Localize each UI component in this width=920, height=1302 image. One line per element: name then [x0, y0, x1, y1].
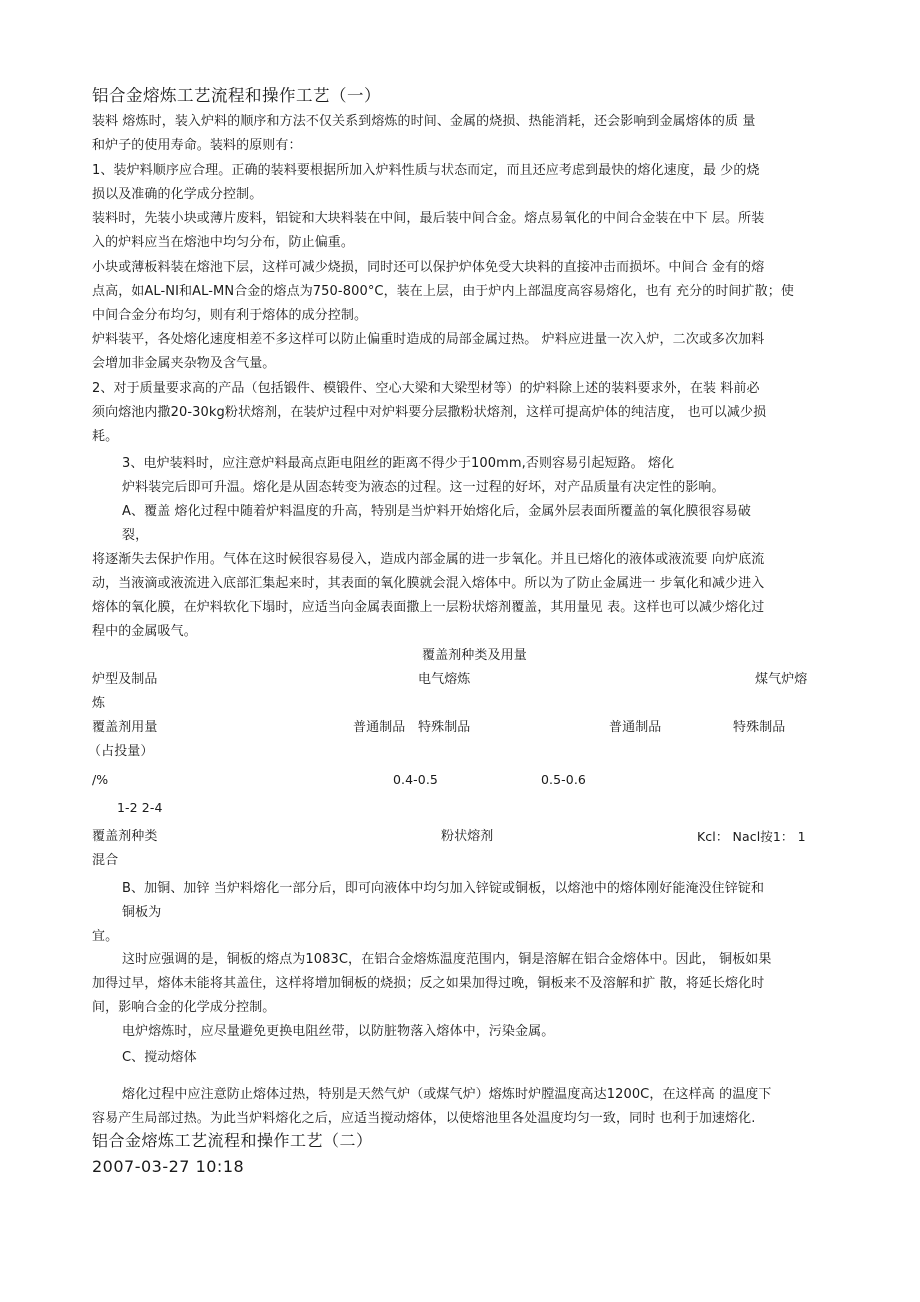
- itemA-line-1: A、覆盖 熔化过程中随着炉料温度的升高，特别是当炉料开始熔化后，金属外层表面所覆盖的氧化膜很容易破: [122, 504, 751, 519]
- oxid-line-4: 程中的金属吸气。: [92, 624, 197, 639]
- flat-line-1: 炉料装平，各处熔化速度相差不多这样可以防止偏重时造成的局部金属过热。 炉料应进量一次入炉，二次或多次加料: [92, 332, 765, 347]
- itemB-line-3: 宜。: [92, 929, 119, 944]
- melt-intro-line: 炉料装完后即可升温。熔化是从固态转变为液态的过程。这一过程的好坏，对产品质量有决定性的影响。: [122, 480, 725, 495]
- oxid-line-1: 将逐渐失去保护作用。气体在这时候很容易侵入，造成内部金属的进一步氧化。并且已熔化的液体或液流要 向炉底流: [92, 552, 765, 567]
- copper-line-3: 间，影响合金的化学成分控制。: [92, 1000, 276, 1015]
- table-col-normal-1: 普通制品: [353, 720, 406, 735]
- small-line-3: 中间合金分布均匀，则有利于熔体的成分控制。: [92, 308, 368, 323]
- load-line-1: 装料时，先装小块或薄片废料，铝锭和大块料装在中间，最后装中间合金。熔点易氧化的中间合金装在中下 层。所装: [92, 211, 765, 226]
- table-header-dose-2: （占投量）: [88, 744, 154, 759]
- item3-line: 3、电炉装料时，应注意炉料最高点距电阻丝的距离不得少于100mm,否则容易引起短路。 熔化: [122, 456, 675, 471]
- table-kind-powder: 粉状熔剂: [441, 829, 494, 844]
- item2-line-3: 耗。: [92, 429, 119, 444]
- itemC-line: C、搅动熔体: [122, 1050, 197, 1065]
- table-header-gas: 煤气炉熔: [755, 672, 808, 687]
- small-line-1: 小块或薄板料装在熔池下层，这样可减少烧损，同时还可以保护炉体免受大块料的直接冲击而损坏。中间合 金有的熔: [92, 260, 765, 275]
- stir-line-1: 熔化过程中应注意防止熔体过热，特别是天然气炉（或煤气炉）熔炼时炉膛温度高达1200C，在这样高 的温度下: [122, 1087, 772, 1102]
- table-kind-kcl: Kcl： Nacl按1： 1: [697, 829, 806, 844]
- intro-line-1: 装料 熔炼时，装入炉料的顺序和方法不仅关系到熔炼的时间、金属的烧损、热能消耗，还会影响到金属熔体的质 量: [92, 114, 756, 129]
- table-value-2: 0.5-0.6: [541, 772, 586, 787]
- doc-title-1: 铝合金熔炼工艺流程和操作工艺（一）: [92, 86, 381, 105]
- table-value-1: 0.4-0.5: [393, 772, 438, 787]
- itemB-line-1: B、加铜、加锌 当炉料熔化一部分后，即可向液体中均匀加入锌锭或铜板，以熔池中的熔体刚好能淹没住锌锭和: [122, 881, 765, 896]
- table-kind-mix: 混合: [92, 853, 119, 868]
- oxid-line-2: 动，当液滴或液流进入底部汇集起来时，其表面的氧化膜就会混入熔体中。所以为了防止金属进一 步氧化和减少进入: [92, 576, 765, 591]
- copper-line-1: 这时应强调的是，铜板的熔点为1083C，在铝合金熔炼温度范围内，铜是溶解在铝合金熔体中。因此， 铜板如果: [122, 952, 772, 967]
- flat-line-2: 会增加非金属夹杂物及含气量。: [92, 356, 276, 371]
- table-header-kind: 覆盖剂种类: [92, 829, 158, 844]
- load-line-2: 入的炉料应当在熔池中均匀分布，防止偏重。: [92, 235, 355, 250]
- item1-line-1: 1、装炉料顺序应合理。正确的装料要根据所加入炉料性质与状态而定，而且还应考虑到最快的熔化速度，最 少的烧: [92, 163, 760, 178]
- doc-date: 2007-03-27 10:18: [92, 1157, 245, 1176]
- table-col-special-1: 特殊制品: [418, 720, 471, 735]
- table-header-electric: 电气熔炼: [418, 672, 471, 687]
- itemA-line-2: 裂，: [122, 528, 149, 543]
- furnace-line: 电炉熔炼时，应尽量避免更换电阻丝带，以防脏物落入熔体中，污染金属。: [122, 1024, 555, 1039]
- table-col-normal-2: 普通制品: [609, 720, 662, 735]
- stir-line-2: 容易产生局部过热。为此当炉料熔化之后，应适当搅动熔体，以使熔池里各处温度均匀一致，同时 也利于加速熔化.: [92, 1111, 756, 1126]
- copper-line-2: 加得过早，熔体未能将其盖住，这样将增加铜板的烧损；反之如果加得过晚，铜板来不及溶解和扩 散，将延长熔化时: [92, 976, 765, 991]
- itemB-line-2: 铜板为: [122, 905, 162, 920]
- table-caption: 覆盖剂种类及用量: [422, 648, 527, 663]
- table-header-type-2: 炼: [92, 696, 106, 711]
- item2-line-2: 须向熔池内撒20-30kg粉状熔剂，在装炉过程中对炉料要分层撒粉状熔剂，这样可提高炉体的纯洁度， 也可以减少损: [92, 405, 767, 420]
- item1-line-2: 损以及准确的化学成分控制。: [92, 187, 263, 202]
- item2-line-1: 2、对于质量要求高的产品（包括锻件、模锻件、空心大梁和大梁型材等）的炉料除上述的装料要求外，在装 料前必: [92, 381, 760, 396]
- table-header-type: 炉型及制品: [92, 672, 158, 687]
- doc-title-2: 铝合金熔炼工艺流程和操作工艺（二）: [92, 1131, 373, 1150]
- table-col-special-2: 特殊制品: [733, 720, 786, 735]
- intro-line-2: 和炉子的使用寿命。装料的原则有：: [92, 138, 302, 153]
- table-value-3-4: 1-2 2-4: [117, 800, 163, 815]
- table-unit: /%: [92, 772, 109, 787]
- oxid-line-3: 熔体的氧化膜，在炉料软化下塌时，应适当向金属表面撒上一层粉状熔剂覆盖，其用量见 表。这样也可以减少熔化过: [92, 600, 765, 615]
- small-line-2: 点高，如AL-NI和AL-MN合金的熔点为750-800°C，装在上层，由于炉内上部温度高容易熔化，也有 充分的时间扩散；使: [92, 284, 794, 299]
- table-header-dose: 覆盖剂用量: [92, 720, 158, 735]
